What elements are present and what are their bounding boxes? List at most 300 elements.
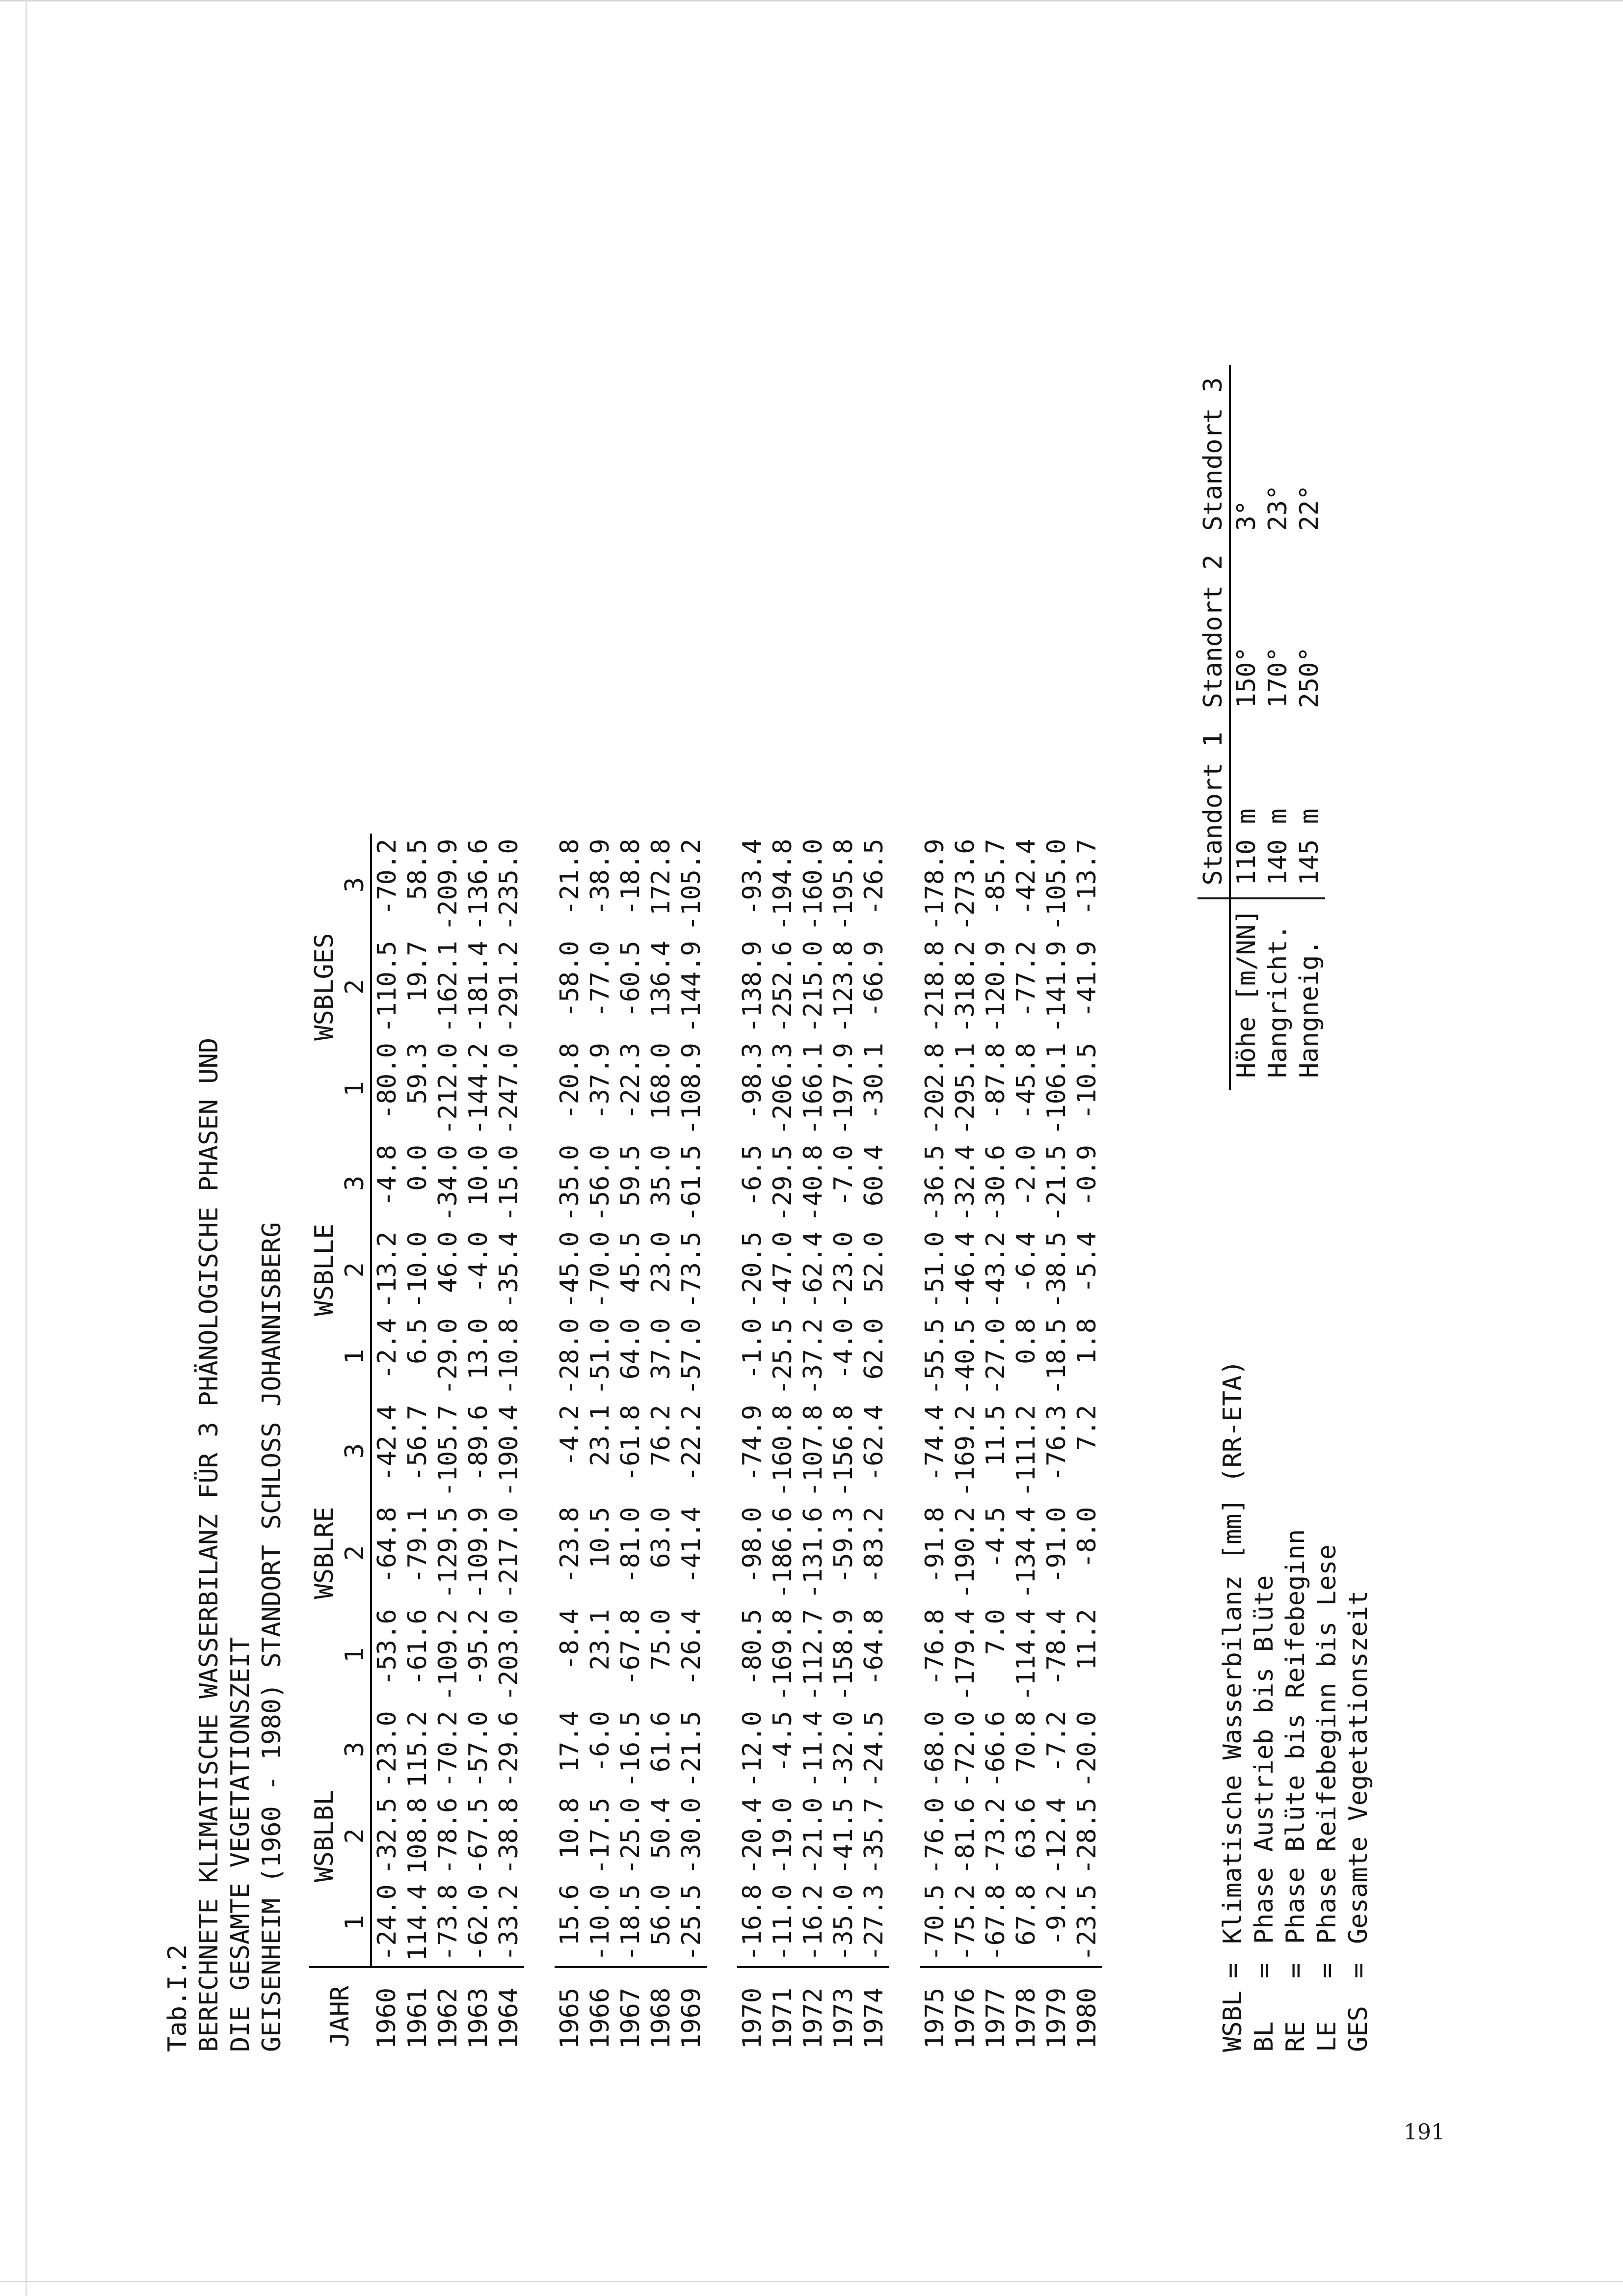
table-row	[950, 834, 981, 2052]
value-cell: -28.0	[555, 1318, 585, 1395]
year-cell: 1965	[555, 1967, 585, 2052]
value-cell: -60.5	[616, 941, 645, 1018]
value-cell: -6.0	[585, 1711, 615, 1773]
gap-cell	[889, 834, 920, 2052]
value-cell: -21.0	[798, 1797, 828, 1875]
value-cell: -37.9	[585, 1043, 615, 1120]
value-cell: -98.0	[738, 1507, 767, 1584]
value-cell: -169.8	[768, 1609, 798, 1702]
year-cell: 1964	[494, 1967, 524, 2052]
table-row	[737, 834, 768, 2052]
value-cell: -27.3	[859, 1884, 889, 1961]
value-cell: -206.3	[768, 1043, 798, 1135]
value-cell: -37.2	[798, 1318, 828, 1395]
value-cell: -11.4	[798, 1711, 828, 1788]
value-cell: -160.8	[768, 1405, 798, 1497]
value-cell: -12.0	[738, 1711, 767, 1788]
table-row	[920, 834, 950, 2052]
legend-equals: =	[1344, 1963, 1373, 1978]
value-cell: -9.2	[1042, 1884, 1071, 1946]
group-header-wsblre: WSBLRE	[310, 1507, 339, 1599]
value-cell: -178.9	[920, 838, 950, 931]
value-cell: 168.0	[646, 1043, 676, 1120]
legend-key: BL	[1250, 2021, 1279, 2052]
value-cell: -67.8	[616, 1609, 645, 1686]
value-cell: -106.1	[1042, 1043, 1071, 1135]
subheader-cell: 1	[340, 1604, 371, 1706]
standort-label: Hangricht.	[1262, 898, 1294, 1090]
value-cell: -30.0	[677, 1797, 706, 1875]
value-cell: 60.4	[859, 1144, 889, 1207]
value-cell: -78.6	[433, 1797, 463, 1875]
subheader-cell: 1	[340, 1313, 371, 1400]
legend-text: Phase Blüte bis Reifebeginn	[1281, 1529, 1310, 1944]
value-cell: -27.0	[981, 1318, 1011, 1395]
value-cell: 67.8	[1011, 1884, 1041, 1946]
year-cell: 1971	[768, 1967, 798, 2052]
value-cell: -40.8	[798, 1144, 828, 1222]
value-cell: -73.8	[433, 1884, 463, 1961]
value-cell: -33.2	[494, 1884, 524, 1961]
value-cell: -70.2	[372, 838, 402, 916]
value-cell: -73.5	[677, 1231, 706, 1309]
value-cell: -42.4	[1011, 838, 1041, 916]
standort-value: 3°	[1232, 500, 1261, 531]
value-cell: -131.6	[798, 1507, 828, 1599]
standort-header: Standort 2	[1197, 542, 1230, 720]
value-cell: -109.2	[433, 1609, 463, 1702]
value-cell: -158.9	[829, 1609, 858, 1702]
year-cell: 1973	[828, 1967, 859, 2052]
value-cell: 172.8	[646, 838, 676, 916]
value-cell: -34.0	[433, 1144, 463, 1222]
table-row	[555, 834, 585, 2052]
value-cell: 11.2	[1072, 1609, 1102, 1671]
value-cell: -134.4	[1011, 1507, 1041, 1599]
legend-equals: =	[1281, 1963, 1310, 1978]
value-cell: -53.6	[372, 1609, 402, 1686]
value-cell: -61.8	[616, 1405, 645, 1482]
value-cell: -62.4	[859, 1405, 889, 1482]
value-cell: -83.2	[859, 1507, 889, 1584]
legend-item	[1249, 1360, 1280, 2052]
value-cell: 7.2	[1072, 1405, 1102, 1451]
value-cell: 11.5	[981, 1405, 1011, 1466]
value-cell: -12.4	[1042, 1797, 1071, 1875]
value-cell: -93.4	[738, 838, 767, 916]
value-cell: -0.9	[1072, 1144, 1102, 1207]
subheader-cell: 2	[340, 936, 371, 1038]
value-cell: -8.0	[1072, 1507, 1102, 1568]
value-cell: -136.6	[464, 838, 493, 931]
table-row	[1041, 834, 1072, 2052]
table-row	[859, 834, 889, 2052]
value-cell: 37.0	[646, 1318, 676, 1380]
value-cell: 52.0	[859, 1231, 889, 1293]
value-cell: -23.0	[372, 1711, 402, 1788]
rotated-table-page	[147, 88, 1374, 2052]
legend-equals: =	[1218, 1963, 1248, 1978]
value-cell: -87.8	[981, 1043, 1011, 1120]
value-cell: -30.1	[859, 1043, 889, 1120]
year-cell: 1976	[950, 1967, 981, 2052]
value-cell: -318.2	[951, 941, 980, 1033]
legend-item	[1311, 1360, 1343, 2052]
value-cell: 50.4	[646, 1797, 676, 1859]
value-cell: -10.0	[585, 1884, 615, 1961]
value-cell: -197.9	[829, 1043, 858, 1135]
year-cell: 1977	[981, 1967, 1011, 2052]
value-cell: -78.4	[1042, 1609, 1071, 1686]
table-row	[768, 834, 798, 2052]
value-cell: 63.0	[646, 1507, 676, 1568]
value-cell: -18.5	[616, 1884, 645, 1961]
value-cell: -15.0	[494, 1144, 524, 1222]
table-row	[1011, 834, 1041, 2052]
standort-value: 140 m	[1263, 809, 1293, 886]
value-cell: 58.5	[403, 838, 432, 900]
value-cell: -56.7	[403, 1405, 432, 1482]
value-cell: 10.0	[464, 1144, 493, 1207]
scan-edge-bottom	[0, 2281, 1623, 2282]
value-cell: -291.2	[494, 941, 524, 1033]
value-cell: 76.2	[646, 1405, 676, 1466]
legend-text: Phase Reifebeginn bis Lese	[1312, 1544, 1342, 1944]
title-line: DIE GESAMTE VEGETATIONSZEIT	[226, 1637, 255, 2052]
value-cell: -29.0	[433, 1318, 463, 1395]
value-cell: -215.0	[798, 941, 828, 1033]
value-cell: -91.8	[920, 1507, 950, 1584]
value-cell: 63.6	[1011, 1797, 1041, 1859]
group-header-wsblle: WSBLLE	[310, 1223, 339, 1316]
subheader-cell: 2	[340, 1793, 371, 1880]
value-cell: -129.5	[433, 1507, 463, 1599]
value-cell: -110.5	[372, 941, 402, 1033]
value-cell: -32.4	[951, 1144, 980, 1222]
value-cell: -17.5	[585, 1797, 615, 1875]
value-cell: -194.8	[768, 838, 798, 931]
value-cell: -74.9	[738, 1405, 767, 1482]
value-cell: -29.5	[768, 1144, 798, 1222]
year-cell: 1978	[1011, 1967, 1041, 2052]
table-row	[615, 834, 646, 2052]
value-cell: -123.8	[829, 941, 858, 1033]
value-cell: -162.1	[433, 941, 463, 1033]
value-cell: -61.5	[677, 1144, 706, 1222]
water-balance-table	[309, 834, 1102, 2052]
standort-value: 250°	[1295, 647, 1324, 708]
legend-item	[1343, 1360, 1374, 2052]
table-row	[676, 834, 707, 2052]
value-cell: -179.4	[951, 1609, 980, 1702]
value-cell: -203.0	[494, 1609, 524, 1702]
value-cell: -61.6	[403, 1609, 432, 1686]
block-gap	[889, 834, 920, 2052]
value-cell: -111.2	[1011, 1405, 1041, 1497]
value-cell: -169.2	[951, 1405, 980, 1497]
value-cell: -35.7	[859, 1797, 889, 1875]
value-cell: -24.5	[859, 1711, 889, 1788]
value-cell: -190.4	[494, 1405, 524, 1497]
value-cell: -89.6	[464, 1405, 493, 1482]
value-cell: -202.8	[920, 1043, 950, 1135]
value-cell: -1.0	[738, 1318, 767, 1380]
year-cell: 1968	[646, 1967, 676, 2052]
value-cell: -76.8	[920, 1609, 950, 1686]
value-cell: 1.8	[1072, 1318, 1102, 1364]
year-cell: 1961	[402, 1967, 433, 2052]
table-body	[371, 834, 1102, 2052]
value-cell: -21.5	[1042, 1144, 1071, 1222]
value-cell: -24.0	[372, 1884, 402, 1961]
standort-value: 22°	[1295, 485, 1324, 531]
value-cell: -76.0	[920, 1797, 950, 1875]
value-cell: -74.4	[920, 1405, 950, 1482]
table-row	[798, 834, 828, 2052]
value-cell: -41.5	[829, 1797, 858, 1875]
value-cell: -59.3	[829, 1507, 858, 1584]
value-cell: 46.0	[433, 1231, 463, 1293]
value-cell: 10.5	[585, 1507, 615, 1568]
value-cell: 7.0	[981, 1609, 1011, 1655]
value-cell: -58.0	[555, 941, 585, 1018]
value-cell: -4.0	[829, 1318, 858, 1380]
value-cell: -76.3	[1042, 1405, 1071, 1482]
value-cell: 23.0	[646, 1231, 676, 1293]
scan-edge-top	[0, 0, 1623, 1]
standort-row	[1262, 365, 1294, 1090]
value-cell: -21.5	[677, 1711, 706, 1788]
value-cell: -25.5	[768, 1318, 798, 1395]
legend-key: LE	[1312, 2021, 1342, 2052]
value-cell: -70.0	[585, 1231, 615, 1309]
subheader-cell: 3	[340, 834, 371, 936]
value-cell: -75.2	[951, 1884, 980, 1961]
title-line: Tab.I.2	[163, 1944, 192, 2052]
year-cell: 1967	[615, 1967, 646, 2052]
value-cell: -112.7	[798, 1609, 828, 1702]
value-cell: -209.9	[433, 838, 463, 931]
value-cell: -4.8	[372, 1144, 402, 1207]
value-cell: -120.9	[981, 941, 1011, 1033]
value-cell: -81.0	[616, 1507, 645, 1584]
block-gap	[524, 834, 555, 2052]
value-cell: -16.2	[798, 1884, 828, 1961]
standort-label: Hangneig.	[1294, 898, 1325, 1090]
value-cell: 15.6	[555, 1884, 585, 1946]
value-cell: -13.7	[1072, 838, 1102, 916]
value-cell: -25.5	[677, 1884, 706, 1961]
value-cell: -98.3	[738, 1043, 767, 1120]
value-cell: -64.8	[859, 1609, 889, 1686]
value-cell: -38.8	[494, 1797, 524, 1875]
value-cell: -32.0	[829, 1711, 858, 1788]
value-cell: -43.2	[981, 1231, 1011, 1309]
value-cell: 64.0	[616, 1318, 645, 1380]
value-cell: -4.0	[464, 1231, 493, 1293]
value-cell: -23.8	[555, 1507, 585, 1584]
value-cell: 59.3	[403, 1043, 432, 1105]
value-cell: -108.9	[677, 1043, 706, 1135]
value-cell: -11.0	[768, 1884, 798, 1961]
title-line: GEISENHEIM (1960 - 1980) STANDORT SCHLOSS JOHANNISBERG	[257, 1222, 287, 2052]
value-cell: -70.5	[920, 1884, 950, 1961]
value-cell: -6.5	[738, 1144, 767, 1207]
value-cell: -5.4	[1072, 1231, 1102, 1293]
value-cell: -46.4	[951, 1231, 980, 1309]
year-cell: 1979	[1041, 1967, 1072, 2052]
value-cell: -91.0	[1042, 1507, 1071, 1584]
value-cell: -105.2	[677, 838, 706, 931]
value-cell: -7.2	[1042, 1711, 1071, 1773]
standort-value: 170°	[1263, 647, 1293, 708]
value-cell: -4.2	[555, 1405, 585, 1466]
value-cell: -42.4	[372, 1405, 402, 1482]
subheader-cell: 2	[340, 1502, 371, 1604]
value-cell: -7.0	[829, 1144, 858, 1207]
value-cell: -2.0	[1011, 1144, 1041, 1207]
standort-value: 23°	[1263, 485, 1293, 531]
subheader-cell: 3	[340, 1706, 371, 1793]
value-cell: -13.2	[372, 1231, 402, 1309]
value-cell: -26.4	[677, 1609, 706, 1686]
value-cell: -62.0	[464, 1884, 493, 1961]
value-cell: -35.0	[555, 1144, 585, 1222]
value-cell: -67.8	[981, 1884, 1011, 1961]
value-cell: -160.0	[798, 838, 828, 931]
value-cell: -20.4	[738, 1797, 767, 1875]
value-cell: 62.0	[859, 1318, 889, 1380]
subheader-cell: 3	[340, 1140, 371, 1227]
value-cell: -8.4	[555, 1609, 585, 1671]
value-cell: -79.1	[403, 1507, 432, 1584]
value-cell: 13.0	[464, 1318, 493, 1380]
value-cell: -20.0	[1072, 1711, 1102, 1788]
value-cell: -36.5	[920, 1144, 950, 1222]
value-cell: -70.2	[433, 1711, 463, 1788]
value-cell: -252.6	[768, 941, 798, 1033]
standort-corner	[1197, 898, 1230, 1090]
value-cell: 114.4	[403, 1884, 432, 1961]
year-cell: 1962	[433, 1967, 463, 2052]
value-cell: -62.4	[798, 1231, 828, 1309]
value-cell: -38.9	[585, 838, 615, 916]
subheader-row	[340, 834, 371, 2052]
value-cell: -4.5	[981, 1507, 1011, 1568]
value-cell: 23.1	[585, 1609, 615, 1671]
year-cell: 1980	[1072, 1967, 1102, 2052]
legend-item	[1280, 1360, 1311, 2052]
value-cell: -51.0	[920, 1231, 950, 1309]
year-cell: 1966	[585, 1967, 615, 2052]
value-cell: -212.0	[433, 1043, 463, 1135]
value-cell: -26.5	[859, 838, 889, 916]
value-cell: -156.8	[829, 1405, 858, 1497]
value-cell: 45.5	[616, 1231, 645, 1293]
value-cell: -23.0	[829, 1231, 858, 1309]
value-cell: 0.8	[1011, 1318, 1041, 1364]
value-cell: -40.5	[951, 1318, 980, 1395]
legend-key: GES	[1344, 2006, 1373, 2052]
standort-header-row	[1197, 365, 1230, 1090]
value-cell: -45.8	[1011, 1043, 1041, 1120]
value-cell: 35.0	[646, 1144, 676, 1207]
group-header-wsblbl: WSBLBL	[310, 1790, 339, 1882]
value-cell: -217.0	[494, 1507, 524, 1599]
table-row	[463, 834, 494, 2052]
table-row	[585, 834, 615, 2052]
value-cell: -4.5	[768, 1711, 798, 1773]
value-cell: 75.0	[646, 1609, 676, 1671]
value-cell: -16.5	[616, 1711, 645, 1788]
value-cell: -21.8	[555, 838, 585, 916]
subheader-cell: 1	[340, 1038, 371, 1140]
gap-cell	[707, 834, 737, 2052]
gap-cell	[524, 834, 555, 2052]
year-cell: 1975	[920, 1967, 950, 2052]
value-cell: -109.9	[464, 1507, 493, 1599]
year-cell: 1960	[371, 1967, 402, 2052]
value-cell: -16.8	[738, 1884, 767, 1961]
value-cell: -41.4	[677, 1507, 706, 1584]
value-cell: -80.0	[372, 1043, 402, 1120]
value-cell: -2.4	[372, 1318, 402, 1380]
value-cell: -35.0	[829, 1884, 858, 1961]
value-cell: -105.0	[1042, 838, 1071, 931]
value-cell: -95.2	[464, 1609, 493, 1686]
legend-equals: =	[1250, 1963, 1279, 1978]
table-row	[433, 834, 463, 2052]
value-cell: 0.0	[403, 1144, 432, 1191]
legend-text: Klimatische Wasserbilanz [mm] (RR-ETA)	[1218, 1360, 1248, 1944]
value-cell: 19.7	[403, 941, 432, 1002]
value-cell: -73.2	[981, 1797, 1011, 1875]
year-cell: 1972	[798, 1967, 828, 2052]
legend-key: RE	[1281, 2021, 1310, 2052]
value-cell: -68.0	[920, 1711, 950, 1788]
subheader-cell: 2	[340, 1227, 371, 1314]
value-cell: -295.1	[951, 1043, 980, 1135]
value-cell: -105.7	[433, 1405, 463, 1497]
value-cell: -18.5	[1042, 1318, 1071, 1395]
legend-text: Phase Austrieb bis Blüte	[1250, 1575, 1279, 1944]
value-cell: -85.7	[981, 838, 1011, 916]
standort-value: 150°	[1232, 647, 1261, 708]
block-gap	[707, 834, 737, 2052]
table-row	[402, 834, 433, 2052]
value-cell: -195.8	[829, 838, 858, 931]
standort-table	[1197, 365, 1325, 1090]
table-row	[646, 834, 676, 2052]
table-row	[371, 834, 402, 2052]
table-row	[828, 834, 859, 2052]
value-cell: -10.8	[494, 1318, 524, 1395]
table-row	[1072, 834, 1102, 2052]
subheader-cell: 3	[340, 1400, 371, 1502]
scan-edge-left	[26, 0, 27, 2296]
year-cell: 1963	[463, 1967, 494, 2052]
legend-key: WSBL	[1218, 1990, 1248, 2052]
value-cell: -32.5	[372, 1797, 402, 1875]
value-cell: -186.6	[768, 1507, 798, 1599]
value-cell: -72.0	[951, 1711, 980, 1788]
value-cell: -81.6	[951, 1797, 980, 1875]
value-cell: -138.9	[738, 941, 767, 1033]
value-cell: -77.2	[1011, 941, 1041, 1018]
value-cell: -107.8	[798, 1405, 828, 1497]
standort-header: Standort 1	[1197, 720, 1230, 898]
value-cell: -22.3	[616, 1043, 645, 1120]
